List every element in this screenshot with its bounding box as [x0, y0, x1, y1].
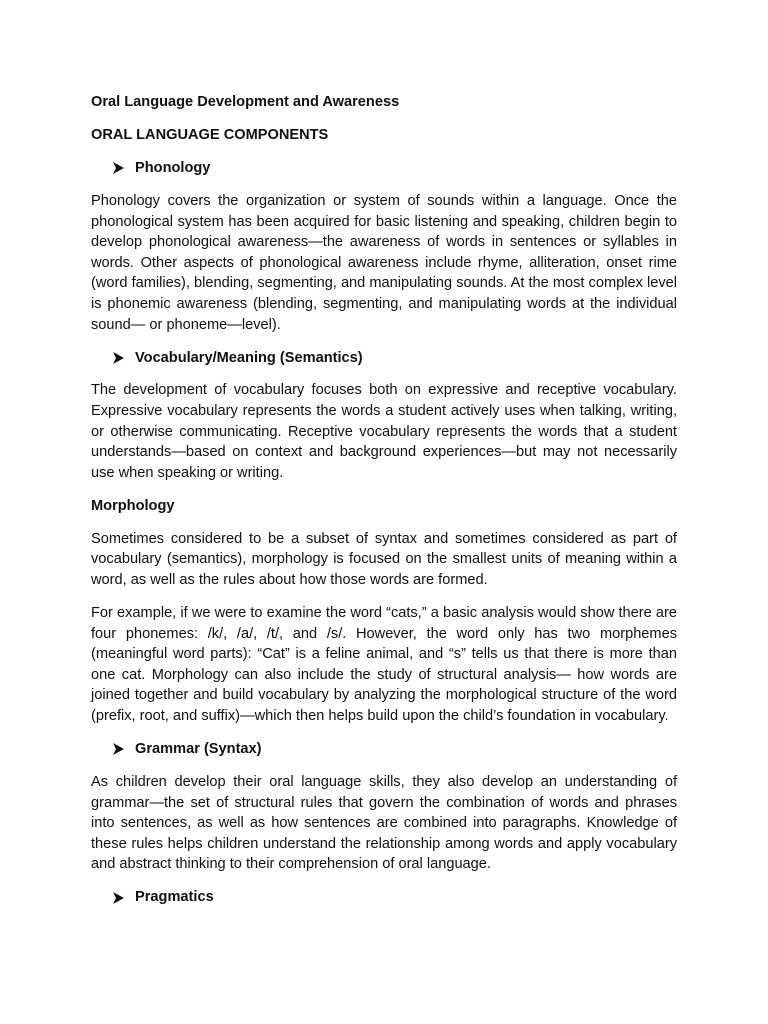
grammar-paragraph: As children develop their oral language skills, they also develop an understanding of grammar—the set of structural rules that govern the combination of words and phrases into sentences, as well as how sentences are combined into paragraphs. Knowledge of these rules helps children understand the relationship among words and apply vocabulary and abstract thinking to their comprehension of oral language.: [91, 773, 677, 873]
morphology-paragraph-1: Sometimes considered to be a subset of syntax and sometimes considered as part of vocabulary (semantics), morphology is focused on the smallest units of meaning within a word, as well as the rules about how those words are formed.: [91, 530, 677, 589]
pragmatics-heading: [91, 887, 677, 908]
phonology-paragraph: Phonology covers the organization or system of sounds within a language. Once the phonological system has been acquired for basic listening and speaking, children begin to develop phonological awareness—the awareness of words in sentences or syllables in words. Other aspects of phonological awareness include rhyme, alliteration, onset rime (word families), blending, segmenting, and manipulating sounds. At the most complex level is phonemic awareness (blending, segmenting, and manipulating words at the individual sound— or phoneme—level).: [91, 192, 677, 333]
document-title: Oral Language Development and Awareness: [91, 94, 400, 110]
arrowhead-bullet-icon: [113, 743, 135, 755]
document-page: [91, 92, 677, 920]
pragmatics-heading-label: Pragmatics: [135, 889, 214, 906]
grammar-heading: [91, 739, 677, 760]
arrowhead-bullet-icon: [113, 892, 135, 904]
vocabulary-heading: [91, 348, 677, 369]
arrowhead-bullet-icon: [113, 162, 135, 174]
section-heading: ORAL LANGUAGE COMPONENTS: [91, 126, 329, 143]
grammar-heading-label: Grammar (Syntax): [135, 740, 262, 757]
vocabulary-heading-label: Vocabulary/Meaning (Semantics): [135, 349, 363, 366]
morphology-heading: Morphology: [91, 497, 175, 514]
morphology-paragraph-2: For example, if we were to examine the word “cats,” a basic analysis would show there are four phonemes: /k/, /a/, /t/, and /s/. However, the word only has two morphemes (meaningful word parts): “Cat” is a feline animal, and “s” tells us that there is more than one cat. Morphology can also include the study of structural analysis— how words are joined together and build vocabulary by analyzing the morphological structure of the word (prefix, root, and suffix)—which then helps build upon the child’s foundation in vocabulary.: [91, 605, 677, 724]
phonology-heading: [91, 158, 677, 179]
arrowhead-bullet-icon: [113, 352, 135, 364]
phonology-heading-label: Phonology: [135, 159, 211, 176]
vocabulary-paragraph: The development of vocabulary focuses both on expressive and receptive vocabulary. Expressive vocabulary represents the words a student actively uses when talking, writing, or otherwise communicating. Receptive vocabulary represents the words that a student understands—based on context and background experiences—but may not necessarily use when speaking or writing.: [91, 382, 677, 481]
